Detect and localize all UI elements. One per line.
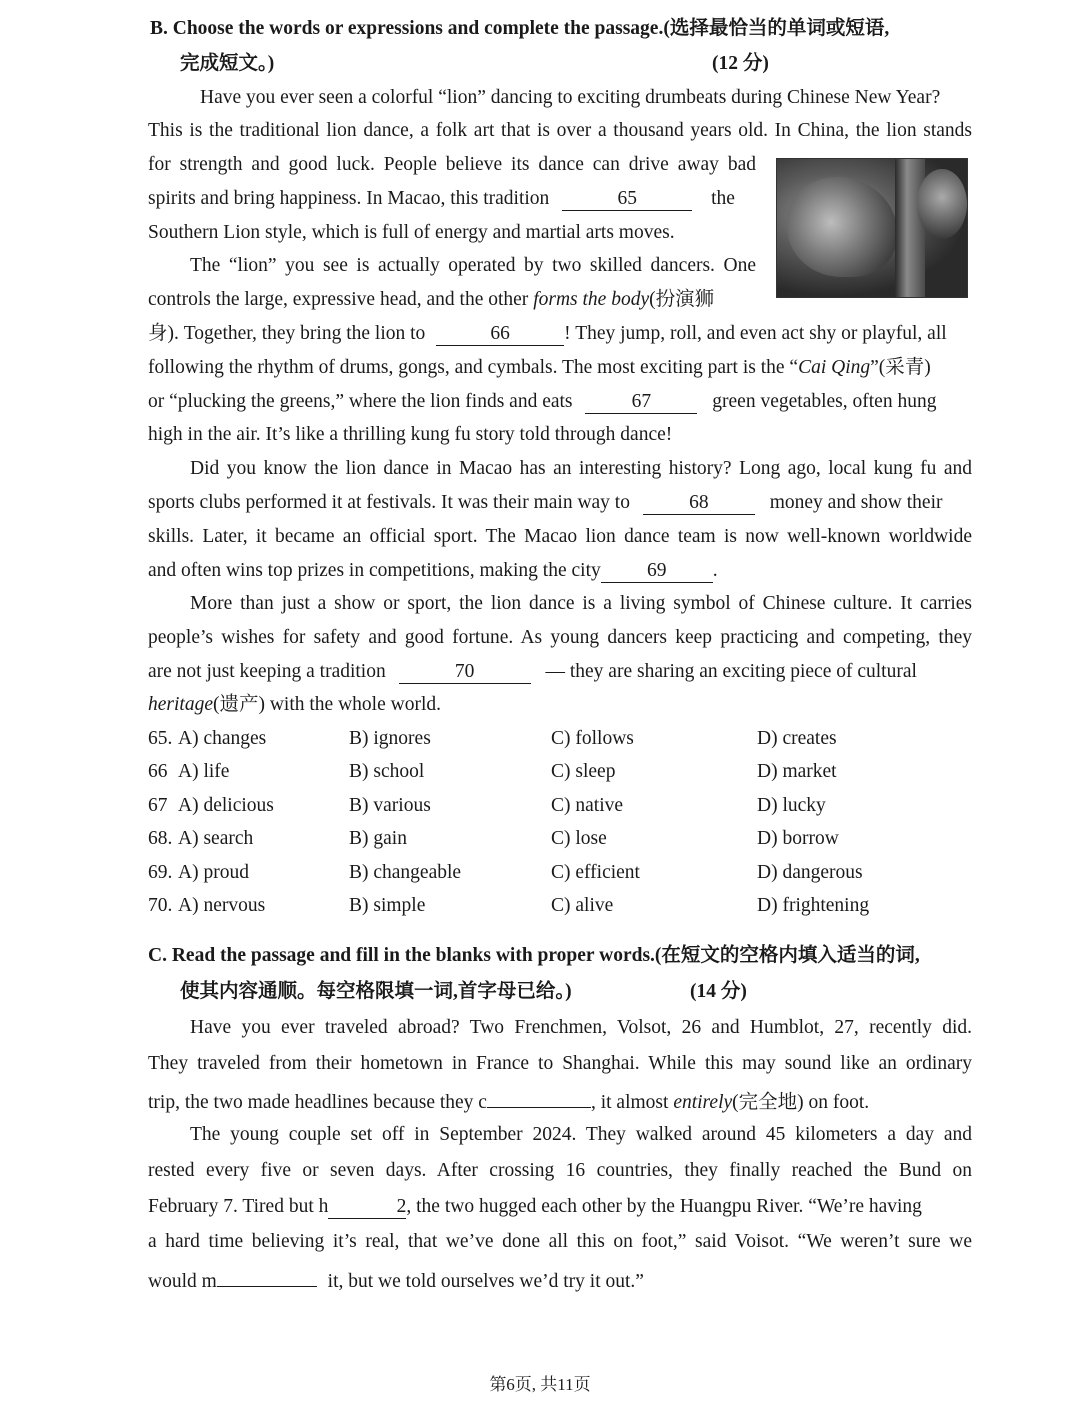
passage-c-line-5: rested every five or seven days. After crossing 16 countries, they finally reached the Bund on: [148, 1160, 972, 1181]
option-number: 66: [148, 761, 168, 782]
passage-b-line-18a: are not just keeping a tradition: [148, 661, 386, 682]
option-a[interactable]: A) life: [178, 761, 230, 782]
option-number: 68.: [148, 828, 173, 849]
option-c[interactable]: C) native: [551, 795, 624, 816]
passage-b-line-7c: (扮演狮: [649, 289, 715, 310]
blank-65[interactable]: 65: [562, 189, 692, 211]
passage-b-italic-cai-qing: Cai Qing: [798, 357, 871, 378]
option-d[interactable]: D) dangerous: [757, 862, 863, 883]
passage-b-line-8a: 身). Together, they bring the lion to: [148, 323, 426, 344]
passage-b-italic-forms-the-body: forms the body: [533, 289, 650, 310]
option-a[interactable]: A) changes: [178, 728, 267, 749]
blank-70[interactable]: 70: [399, 662, 531, 684]
passage-c-line-3: [148, 1086, 869, 1116]
page-number: 第6页, 共11页: [489, 1375, 591, 1394]
option-number: 67: [148, 795, 168, 816]
passage-b-line-15: [148, 558, 718, 584]
passage-c-line-3a: trip, the two made headlines because they c: [148, 1092, 487, 1113]
passage-b-line-11: high in the air. It’s like a thrilling kung fu story told through dance!: [148, 424, 673, 445]
passage-b-line-4: [148, 186, 735, 212]
section-b-heading-cn-2: 完成短文。): [180, 53, 275, 74]
passage-b-line-7a: controls the large, expressive head, and the other: [148, 289, 529, 310]
passage-c-line-3b: , it almost: [590, 1092, 669, 1113]
pole-shape: [895, 159, 925, 297]
passage-c-line-8a: would m: [148, 1271, 217, 1292]
passage-b-line-19: [148, 692, 441, 718]
passage-b-line-7: [148, 287, 714, 313]
passage-c-line-8: [148, 1265, 644, 1295]
passage-b-line-10b: green vegetables, often hung: [712, 391, 937, 412]
option-b[interactable]: B) changeable: [349, 862, 462, 883]
passage-c-line-6a: February 7. Tired but h: [148, 1196, 329, 1217]
blank-66[interactable]: 66: [436, 324, 564, 346]
passage-b-line-19b: (遗产) with the whole world.: [212, 694, 441, 715]
option-a[interactable]: A) nervous: [178, 895, 266, 916]
passage-c-line-3d: (完全地) on foot.: [732, 1092, 870, 1113]
passage-b-line-13: [148, 490, 942, 516]
blank-c2[interactable]: 2: [328, 1197, 406, 1219]
passage-c-line-1: Have you ever traveled abroad? Two Frenchmen, Volsot, 26 and Humblot, 27, recently did.: [190, 1017, 972, 1038]
option-number: 65.: [148, 728, 173, 749]
option-b[interactable]: B) various: [349, 795, 431, 816]
passage-b-italic-heritage: heritage: [148, 694, 213, 715]
passage-b-line-18: [148, 659, 917, 685]
blank-69[interactable]: 69: [601, 561, 713, 583]
option-c[interactable]: C) lose: [551, 828, 607, 849]
section-b-points: (12 分): [712, 53, 769, 74]
passage-b-line-16: More than just a show or sport, the lion dance is a living symbol of Chinese culture. It carries: [190, 593, 972, 614]
passage-c-line-7: a hard time believing it’s real, that we’ve done all this on foot,” said Voisot. “We weren’t sure we: [148, 1231, 972, 1252]
passage-c-line-6: [148, 1194, 922, 1220]
passage-b-line-6: The “lion” you see is actually operated by two skilled dancers. One: [190, 255, 756, 276]
passage-b-line-9c: ”(采青): [870, 357, 931, 378]
passage-c-line-6b: , the two hugged each other by the Huangpu River. “We’re having: [406, 1196, 922, 1217]
section-b-heading-en: B. Choose the words or expressions and complete the passage.: [150, 18, 664, 39]
passage-b-line-9a: following the rhythm of drums, gongs, and cymbals. The most exciting part is the “: [148, 357, 799, 378]
section-c-heading-cn: (在短文的空格内填入适当的词,: [654, 945, 920, 966]
passage-b-line-13a: sports clubs performed it at festivals. It was their main way to: [148, 492, 630, 513]
option-b[interactable]: B) school: [349, 761, 425, 782]
option-number: 69.: [148, 862, 173, 883]
section-c-heading: [148, 943, 920, 969]
section-c-heading-cn-2: 使其内容通顺。每空格限填一词,首字母已给。): [180, 981, 572, 1002]
option-b[interactable]: B) ignores: [349, 728, 431, 749]
passage-c-line-8b: it, but we told ourselves we’d try it out.”: [327, 1271, 644, 1292]
option-d[interactable]: D) frightening: [757, 895, 870, 916]
passage-b-line-9: [148, 355, 931, 381]
passage-c-line-2: They traveled from their hometown in France to Shanghai. While this may sound like an ordinary: [148, 1053, 972, 1074]
option-d[interactable]: D) lucky: [757, 795, 826, 816]
passage-b-line-13b: money and show their: [769, 492, 943, 513]
section-b-heading-cn: (选择最恰当的单词或短语,: [663, 18, 890, 39]
section-c-points: (14 分): [690, 981, 747, 1002]
lion-head-shape: [787, 177, 897, 277]
blank-c1[interactable]: [487, 1086, 591, 1108]
option-c[interactable]: C) efficient: [551, 862, 640, 883]
passage-b-line-14: skills. Later, it became an official sport. The Macao lion dance team is now well-known worldwide: [148, 526, 972, 547]
option-d[interactable]: D) borrow: [757, 828, 839, 849]
section-b-heading: [150, 16, 889, 42]
option-c[interactable]: C) sleep: [551, 761, 616, 782]
passage-b-line-17: people’s wishes for safety and good fortune. As young dancers keep practicing and competing, they: [148, 627, 972, 648]
option-c[interactable]: C) alive: [551, 895, 614, 916]
passage-b-line-8b: ! They jump, roll, and even act shy or playful, all: [564, 323, 947, 344]
passage-b-line-1: Have you ever seen a colorful “lion” dancing to exciting drumbeats during Chinese New Year?: [200, 87, 941, 108]
passage-b-line-12: Did you know the lion dance in Macao has an interesting history? Long ago, local kung fu and: [190, 458, 972, 479]
option-number: 70.: [148, 895, 173, 916]
lion-dance-photo: [776, 158, 968, 298]
option-a[interactable]: A) delicious: [178, 795, 274, 816]
option-b[interactable]: B) gain: [349, 828, 407, 849]
passage-b-line-15a: and often wins top prizes in competitions, making the city: [148, 560, 601, 581]
passage-c-italic-entirely: entirely: [673, 1092, 733, 1113]
option-b[interactable]: B) simple: [349, 895, 426, 916]
option-d[interactable]: D) market: [757, 761, 837, 782]
passage-b-line-5: Southern Lion style, which is full of energy and martial arts moves.: [148, 222, 675, 243]
section-c-heading-en: C. Read the passage and fill in the blanks with proper words.: [148, 945, 655, 966]
passage-b-line-10: [148, 389, 936, 415]
passage-b-line-3: for strength and good luck. People believe its dance can drive away bad: [148, 154, 756, 175]
passage-b-line-2: This is the traditional lion dance, a folk art that is over a thousand years old. In China, the lion stands: [148, 120, 972, 141]
passage-b-line-15b: .: [712, 560, 718, 581]
passage-b-line-8: [148, 321, 947, 347]
passage-b-line-10a: or “plucking the greens,” where the lion finds and eats: [148, 391, 573, 412]
passage-b-line-18b: — they are sharing an exciting piece of cultural: [545, 661, 917, 682]
option-d[interactable]: D) creates: [757, 728, 837, 749]
blank-67[interactable]: 67: [585, 392, 697, 414]
option-a[interactable]: A) proud: [178, 862, 249, 883]
passage-b-line-4b: the: [711, 188, 735, 209]
blank-c3[interactable]: [217, 1265, 317, 1287]
blank-68[interactable]: 68: [643, 493, 755, 515]
lion-head-shape-2: [917, 169, 967, 239]
passage-b-line-4a: spirits and bring happiness. In Macao, this tradition: [148, 188, 550, 209]
passage-c-line-4: The young couple set off in September 2024. They walked around 45 kilometers a day and: [190, 1124, 972, 1145]
option-a[interactable]: A) search: [178, 828, 254, 849]
option-c[interactable]: C) follows: [551, 728, 634, 749]
